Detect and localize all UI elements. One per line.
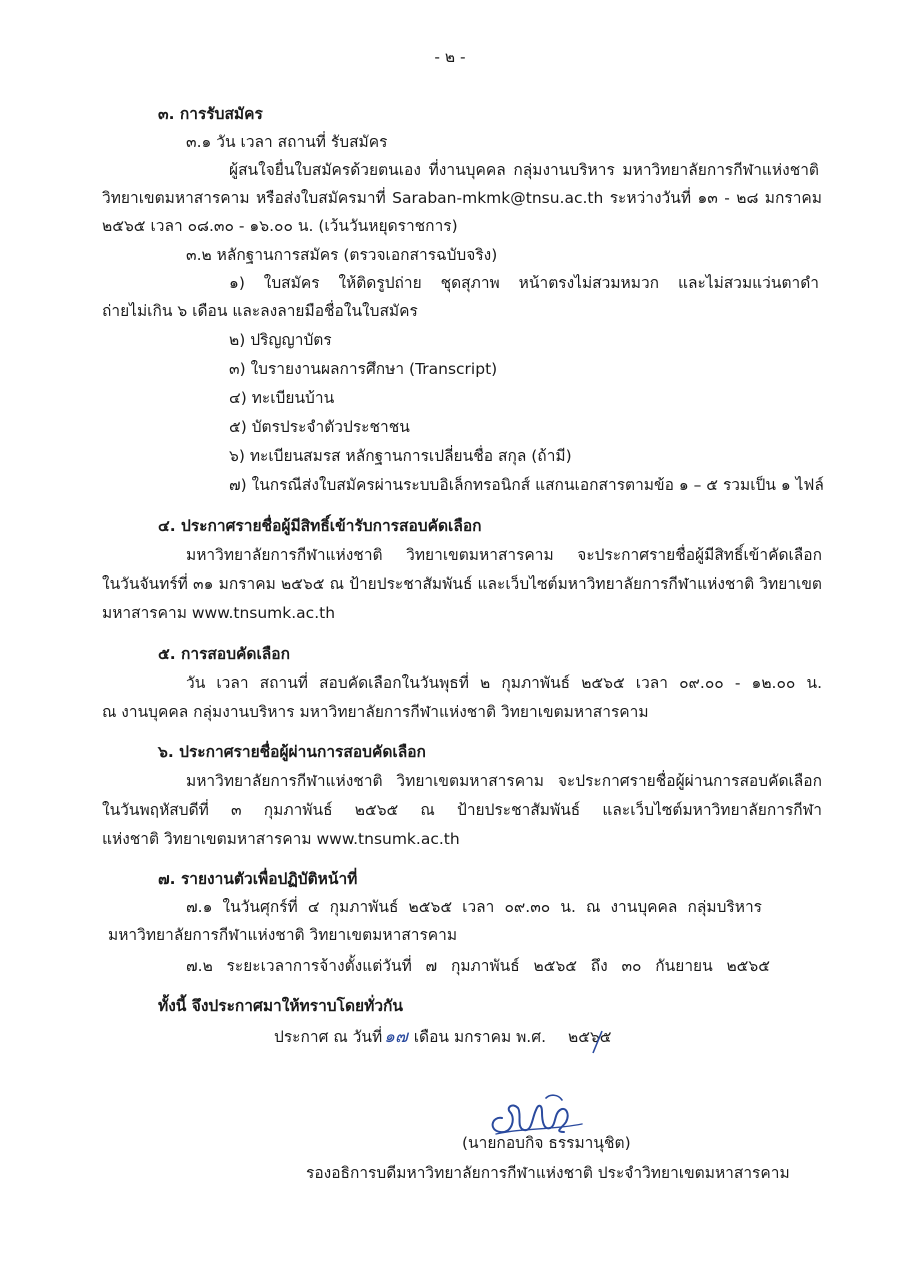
section-5-line-1: วัน เวลา สถานที่ สอบคัดเลือกในวันพุธที่ ๒ กุมภาพันธ์ ๒๕๖๕ เวลา ๐๙.๐๐ - ๑๒.๐๐ น. — [186, 674, 822, 692]
signer-name: (นายกอบกิจ ธรรมานุชิต) — [462, 1134, 631, 1152]
requirement-item-1-line-1: ๑) ใบสมัคร ให้ติดรูปถ่าย ชุดสุภาพ หน้าตรงไม่สวมหมวก และไม่สวมแว่นตาดำ — [229, 274, 819, 292]
section-4-line-1: มหาวิทยาลัยการกีฬาแห่งชาติ วิทยาเขตมหาสารคาม จะประกาศรายชื่อผู้มีสิทธิ์เข้าคัดเลือก — [186, 546, 822, 564]
section-3-heading: ๓. การรับสมัคร — [158, 105, 263, 123]
requirement-item-4: ๔) ทะเบียนบ้าน — [229, 389, 335, 407]
date-middle: เดือน มกราคม พ.ศ. — [413, 1028, 546, 1046]
section-6-line-1: มหาวิทยาลัยการกีฬาแห่งชาติ วิทยาเขตมหาสารคาม จะประกาศรายชื่อผู้ผ่านการสอบคัดเลือก — [186, 772, 822, 790]
pen-slash-mark — [590, 1030, 604, 1054]
signer-title: รองอธิการบดีมหาวิทยาลัยการกีฬาแห่งชาติ ประจำวิทยาเขตมหาสารคาม — [306, 1164, 790, 1182]
section-7-2: ๗.๒ ระยะเวลาการจ้างตั้งแต่วันที่ ๗ กุมภาพันธ์ ๒๕๖๕ ถึง ๓๐ กันยายน ๒๕๖๕ — [186, 957, 770, 975]
section-4-heading: ๔. ประกาศรายชื่อผู้มีสิทธิ์เข้ารับการสอบคัดเลือก — [158, 517, 482, 535]
section-6-heading: ๖. ประกาศรายชื่อผู้ผ่านการสอบคัดเลือก — [158, 743, 426, 761]
section-3-1-heading: ๓.๑ วัน เวลา สถานที่ รับสมัคร — [186, 133, 388, 151]
section-3-1-line-2: วิทยาเขตมหาสารคาม หรือส่งใบสมัครมาที่ Saraban-mkmk@tnsu.ac.th ระหว่างวันที่ ๑๓ - ๒๘ มกราคม — [102, 189, 822, 207]
section-3-1-line-1: ผู้สนใจยื่นใบสมัครด้วยตนเอง ที่งานบุคคล กลุ่มงานบริหาร มหาวิทยาลัยการกีฬาแห่งชาติ — [229, 161, 819, 179]
closing-announcement: ทั้งนี้ จึงประกาศมาให้ทราบโดยทั่วกัน — [158, 997, 404, 1015]
section-6-line-2: ในวันพฤหัสบดีที่ ๓ กุมภาพันธ์ ๒๕๖๕ ณ ป้ายประชาสัมพันธ์ และเว็บไซต์มหาวิทยาลัยการกีฬา — [102, 801, 822, 819]
section-5-heading: ๕. การสอบคัดเลือก — [158, 645, 290, 663]
section-3-2-heading: ๓.๒ หลักฐานการสมัคร (ตรวจเอกสารฉบับจริง) — [186, 246, 498, 264]
requirement-item-5: ๕) บัตรประจำตัวประชาชน — [229, 418, 410, 436]
requirement-item-3: ๓) ใบรายงานผลการศึกษา (Transcript) — [229, 360, 498, 378]
requirement-item-2: ๒) ปริญญาบัตร — [229, 331, 332, 349]
announcement-date — [274, 1026, 612, 1048]
section-7-heading: ๗. รายงานตัวเพื่อปฏิบัติหน้าที่ — [158, 870, 358, 888]
section-3-1-line-3: ๒๕๖๕ เวลา ๐๘.๓๐ - ๑๖.๐๐ น. (เว้นวันหยุดราชการ) — [102, 217, 458, 235]
date-day-handwritten: ๑๗ — [384, 1027, 408, 1047]
section-7-1-line-1: ๗.๑ ในวันศุกร์ที่ ๔ กุมภาพันธ์ ๒๕๖๕ เวลา ๐๙.๓๐ น. ณ งานบุคคล กลุ่มบริหาร — [186, 898, 762, 916]
requirement-item-6: ๖) ทะเบียนสมรส หลักฐานการเปลี่ยนชื่อ สกุล (ถ้ามี) — [229, 447, 572, 465]
section-5-line-2: ณ งานบุคคล กลุ่มงานบริหาร มหาวิทยาลัยการกีฬาแห่งชาติ วิทยาเขตมหาสารคาม — [102, 703, 649, 721]
requirement-item-1-line-2: ถ่ายไม่เกิน ๖ เดือน และลงลายมือชื่อในใบสมัคร — [102, 302, 418, 320]
requirement-item-7: ๗) ในกรณีส่งใบสมัครผ่านระบบอิเล็กทรอนิกส์ แสกนเอกสารตามข้อ ๑ – ๕ รวมเป็น ๑ ไฟล์ — [229, 476, 824, 494]
date-year: ๒๕๖๕ — [568, 1028, 612, 1046]
signature-image — [482, 1088, 592, 1138]
section-4-line-2: ในวันจันทร์ที่ ๓๑ มกราคม ๒๕๖๕ ณ ป้ายประชาสัมพันธ์ และเว็บไซต์มหาวิทยาลัยการกีฬาแห่งชาติ วิทยาเขต — [102, 575, 822, 593]
section-6-line-3: แห่งชาติ วิทยาเขตมหาสารคาม www.tnsumk.ac.th — [102, 830, 460, 848]
date-prefix: ประกาศ ณ วันที่ — [274, 1028, 383, 1046]
section-4-line-3: มหาสารคาม www.tnsumk.ac.th — [102, 604, 336, 622]
page-number: - ๒ - — [434, 48, 466, 66]
section-7-1-line-2: มหาวิทยาลัยการกีฬาแห่งชาติ วิทยาเขตมหาสารคาม — [108, 926, 458, 944]
